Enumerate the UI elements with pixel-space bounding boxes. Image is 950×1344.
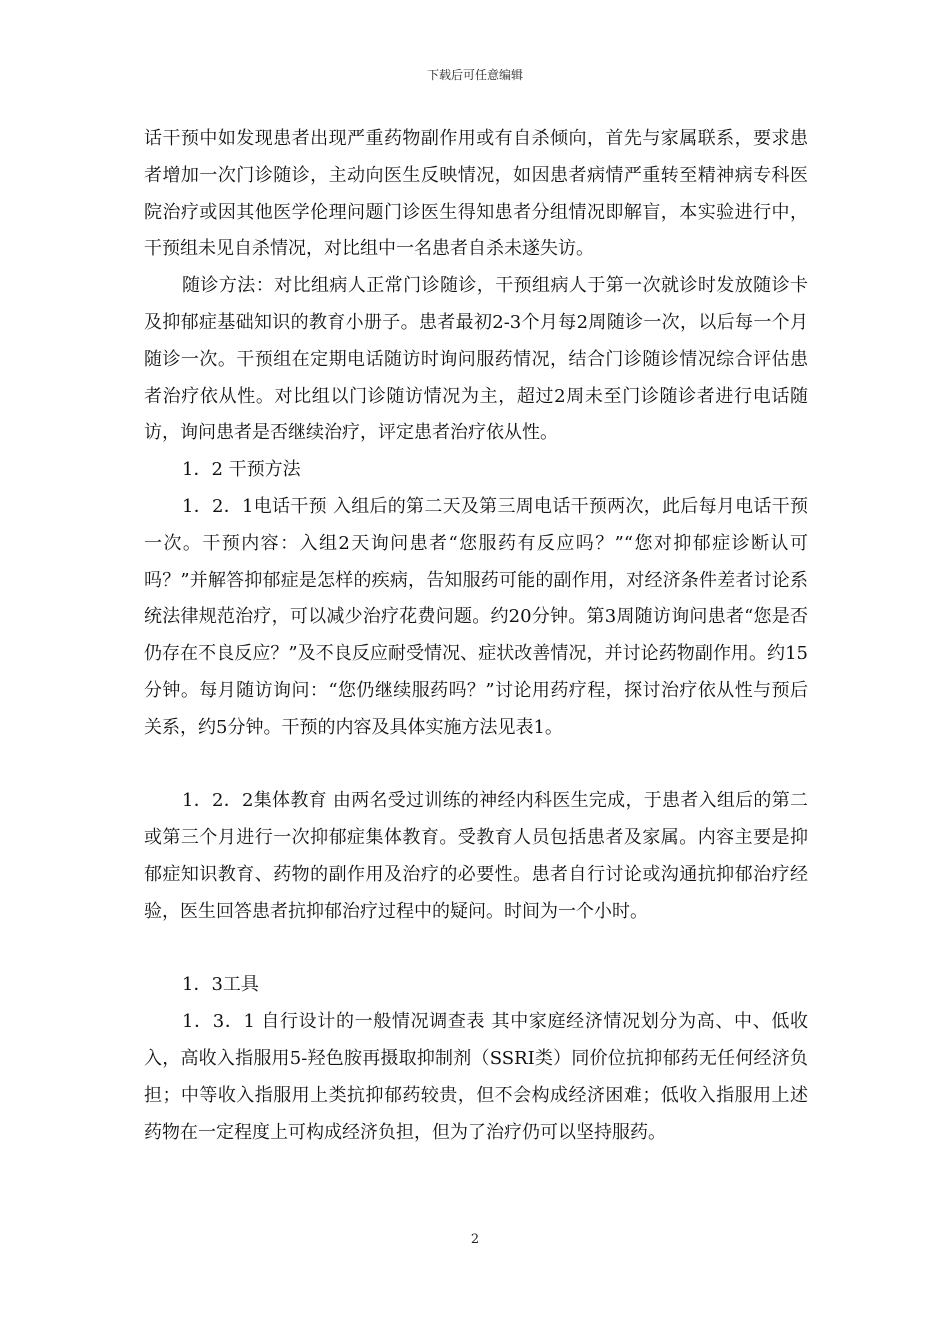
section-heading-1-3: 1．3工具 bbox=[182, 974, 259, 996]
blank-line bbox=[144, 931, 808, 968]
page-header-note: 下载后可任意编辑 bbox=[426, 68, 523, 82]
document-body bbox=[144, 121, 808, 1151]
paragraph-intervention-continued: 话干预中如发现患者出现严重药物副作用或有自杀倾向，首先与家属联系，要求患者增加一次门诊随诊，主动向医生反映情况，如因患者病情严重转至精神病专科医院治疗或因其他医学伦理问题门诊医生得知患者分组情况即解盲，本实验进行中，干预组未见自杀情况，对比组中一名患者自杀未遂失访。 bbox=[144, 128, 808, 260]
paragraph-phone-intervention: 1．2．1电话干预 入组后的第二天及第三周电话干预两次，此后每月电话干预一次。干预内容：入组2天询问患者“您服药有反应吗？”“您对抑郁症诊断认可吗？”并解答抑郁症是怎样的疾病，告知服药可能的副作用，对经济条件差者讨论系统法律规范治疗，可以减少治疗花费问题。约20分钟。第3周随访询问患者“您是否仍存在不良反应？”及不良反应耐受情况、症状改善情况，并讨论药物副作用。约15分钟。每月随访询问：“您仍继续服药吗？”讨论用药疗程，探讨治疗依从性与预后关系，约5分钟。干预的内容及具体实施方法见表1。 bbox=[144, 495, 808, 738]
section-heading-1-2: 1．2 干预方法 bbox=[182, 459, 301, 481]
blank-line bbox=[144, 747, 808, 784]
paragraph-follow-up-method: 随诊方法：对比组病人正常门诊随诊，干预组病人于第一次就诊时发放随诊卡及抑郁症基础知识的教育小册子。患者最初2-3个月每2周随诊一次，以后每一个月随诊一次。干预组在定期电话随访时询问服药情况，结合门诊随诊情况综合评估患者治疗依从性。对比组以门诊随访情况为主，超过2周未至门诊随诊者进行电话随访，询问患者是否继续治疗，评定患者治疗依从性。 bbox=[144, 275, 808, 444]
page-number: 2 bbox=[470, 1232, 480, 1247]
paragraph-group-education: 1．2．2集体教育 由两名受过训练的神经内科医生完成，于患者入组后的第二或第三个月进行一次抑郁症集体教育。受教育人员包括患者及家属。内容主要是抑郁症知识教育、药物的副作用及治疗的必要性。患者自行讨论或沟通抗抑郁治疗经验，医生回答患者抗抑郁治疗过程中的疑问。时间为一个小时。 bbox=[144, 790, 808, 922]
paragraph-survey-form: 1．3．1 自行设计的一般情况调查表 其中家庭经济情况划分为高、中、低收入，高收入指服用5-羟色胺再摄取抑制剂（SSRI类）同价位抗抑郁药无任何经济负担；中等收入指服用上类抗抑郁药较贵，但不会构成经济困难；低收入指服用上述药物在一定程度上可构成经济负担，但为了治疗仍可以坚持服药。 bbox=[144, 1011, 808, 1143]
